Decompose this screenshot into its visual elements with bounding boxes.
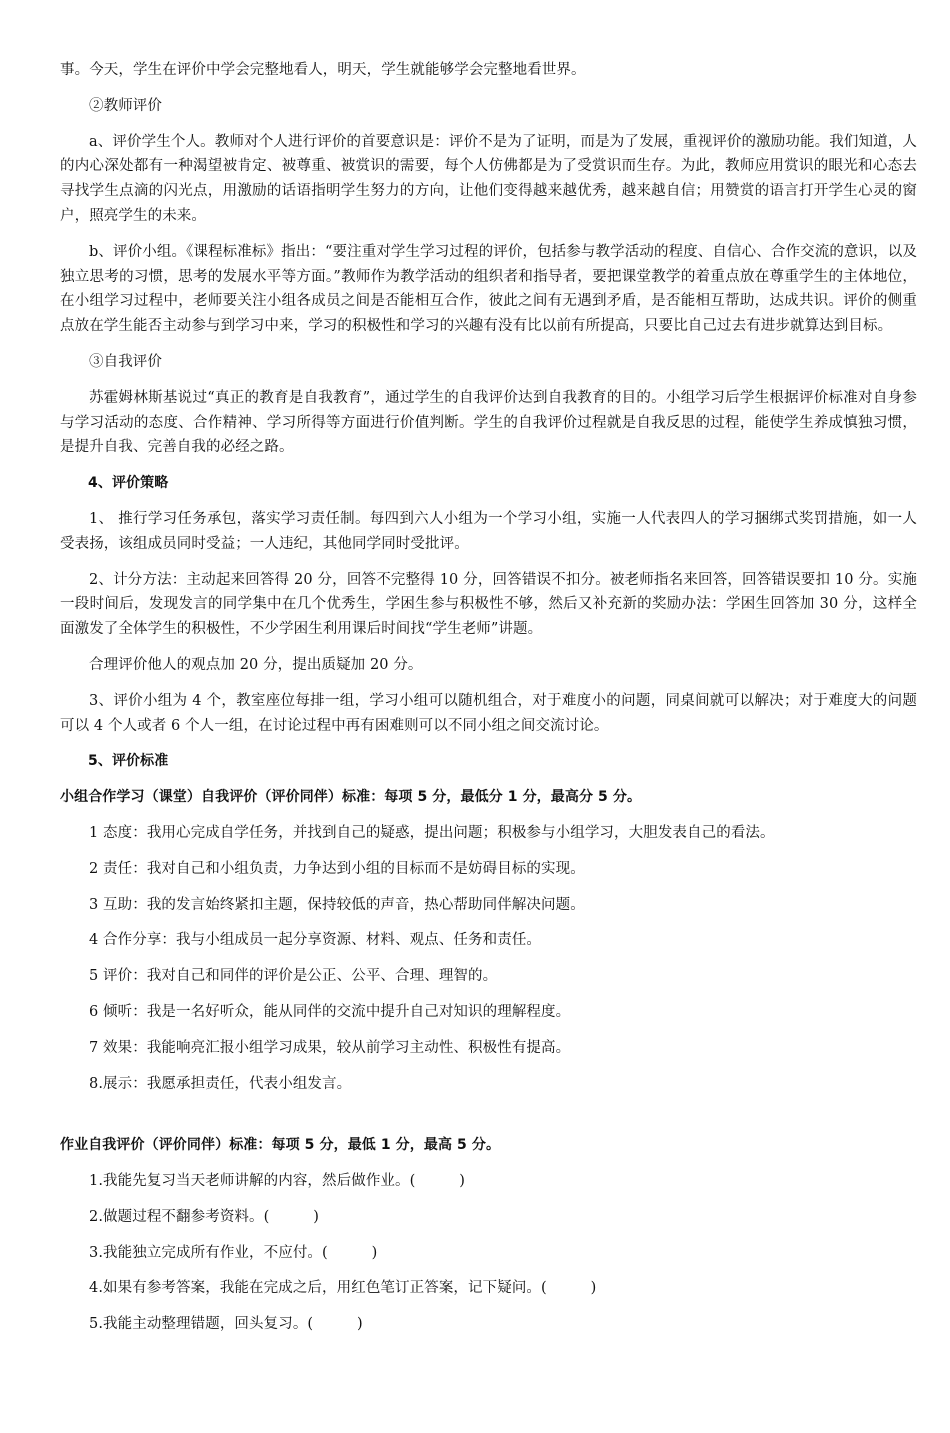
list-item: 6 倾听：我是一名好听众，能从同伴的交流中提升自己对知识的理解程度。	[89, 1003, 571, 1020]
intro-tail-paragraph: 事。今天，学生在评价中学会完整地看人，明天，学生就能够学会完整地看世界。	[60, 62, 586, 78]
document-page	[60, 58, 917, 1337]
list-item: 1.我能先复习当天老师讲解的内容，然后做作业。( )	[89, 1173, 465, 1190]
list-item: 4 合作分享：我与小组成员一起分享资源、材料、观点、任务和责任。	[89, 932, 542, 949]
class-standard-heading: 小组合作学习（课堂）自我评价（评价同伴）标准：每项 5 分，最低分 1 分，最高分 5 分。	[60, 789, 642, 806]
list-item: 5.我能主动整理错题，回头复习。( )	[89, 1316, 363, 1333]
strategy-2b-paragraph: 合理评价他人的观点加 20 分，提出质疑加 20 分。	[89, 656, 423, 673]
list-item: 1 态度：我用心完成自学任务，并找到自己的疑惑，提出问题；积极参与小组学习，大胆发表自己的看法。	[89, 824, 775, 841]
list-item: 4.如果有参考答案，我能在完成之后，用红色笔订正答案，记下疑问。( )	[89, 1280, 597, 1297]
list-item: 2 责任：我对自己和小组负责，力争达到小组的目标而不是妨碍目标的实现。	[89, 860, 585, 877]
section-5-heading: 5、评价标准	[88, 753, 169, 770]
self-eval-paragraph: 苏霍姆林斯基说过“真正的教育是自我教育”，通过学生的自我评价达到自我教育的目的。小组学习后学生根据评价标准对自身参与学习活动的态度、合作精神、学习所得等方面进行价值判断。学生的自我评价过程就是自我反思的过程，能使学生养成慎独习惯，是提升自我、完善自我的必经之路。	[60, 389, 917, 456]
strategy-1-paragraph: 1、 推行学习任务承包，落实学习责任制。每四到六人小组为一个学习小组，实施一人代表四人的学习捆绑式奖罚措施，如一人受表扬，该组成员同时受益；一人违纪，其他同学同时受批评。	[60, 510, 917, 552]
list-item: 2.做题过程不翻参考资料。( )	[89, 1208, 319, 1225]
list-item: 3.我能独立完成所有作业，不应付。( )	[89, 1244, 378, 1261]
homework-standard-heading: 作业自我评价（评价同伴）标准：每项 5 分，最低 1 分，最高 5 分。	[60, 1137, 501, 1154]
teacher-eval-b-paragraph: b、评价小组。《课程标准标》指出：“要注重对学生学习过程的评价，包括参与教学活动的程度、自信心、合作交流的意识，以及独立思考的习惯，思考的发展水平等方面。”教师作为教学活动的组织者和指导者，要把课堂教学的着重点放在尊重学生的主体地位，在小组学习过程中，老师要关注小组各成员之间是否能相互合作，彼此之间有无遇到矛盾，是否能相互帮助，达成共识。评价的侧重点放在学生能否主动参与到学习中来，学习的积极性和学习的兴趣有没有比以前有所提高，只要比自己过去有进步就算达到目标。	[60, 243, 917, 335]
list-item: 8.展示：我愿承担责任，代表小组发言。	[89, 1075, 352, 1092]
teacher-eval-heading: ②教师评价	[89, 97, 162, 114]
list-item: 7 效果：我能响亮汇报小组学习成果，较从前学习主动性、积极性有提高。	[89, 1039, 571, 1056]
strategy-2-paragraph: 2、计分方法：主动起来回答得 20 分，回答不完整得 10 分，回答错误不扣分。被老师指名来回答，回答错误要扣 10 分。实施一段时间后，发现发言的同学集中在几个优秀生，学困生参与积极性不够，然后又补充新的奖励办法：学困生回答加 30 分，这样全面激发了全体学生的积极性，不少学困生利用课后时间找“学生老师”讲题。	[60, 571, 917, 638]
self-eval-heading: ③自我评价	[89, 353, 162, 370]
teacher-eval-a-paragraph: a、评价学生个人。教师对个人进行评价的首要意识是：评价不是为了证明，而是为了发展，重视评价的激励功能。我们知道，人的内心深处都有一种渴望被肯定、被尊重、被赏识的需要，每个人仿佛都是为了受赏识而生存。为此，教师应用赏识的眼光和心态去寻找学生点滴的闪光点，用激励的话语指明学生努力的方向，让他们变得越来越优秀，越来越自信；用赞赏的语言打开学生心灵的窗户，照亮学生的未来。	[60, 133, 917, 224]
strategy-3-paragraph: 3、评价小组为 4 个，教室座位每排一组，学习小组可以随机组合，对于难度小的问题，同桌间就可以解决；对于难度大的问题可以 4 个人或者 6 个人一组，在讨论过程中再有困难则可以不同小组之间交流讨论。	[60, 692, 917, 734]
section-4-heading: 4、评价策略	[88, 475, 169, 492]
list-item: 3 互助：我的发言始终紧扣主题，保持较低的声音，热心帮助同伴解决问题。	[89, 896, 585, 913]
list-item: 5 评价：我对自己和同伴的评价是公正、公平、合理、理智的。	[89, 968, 498, 985]
